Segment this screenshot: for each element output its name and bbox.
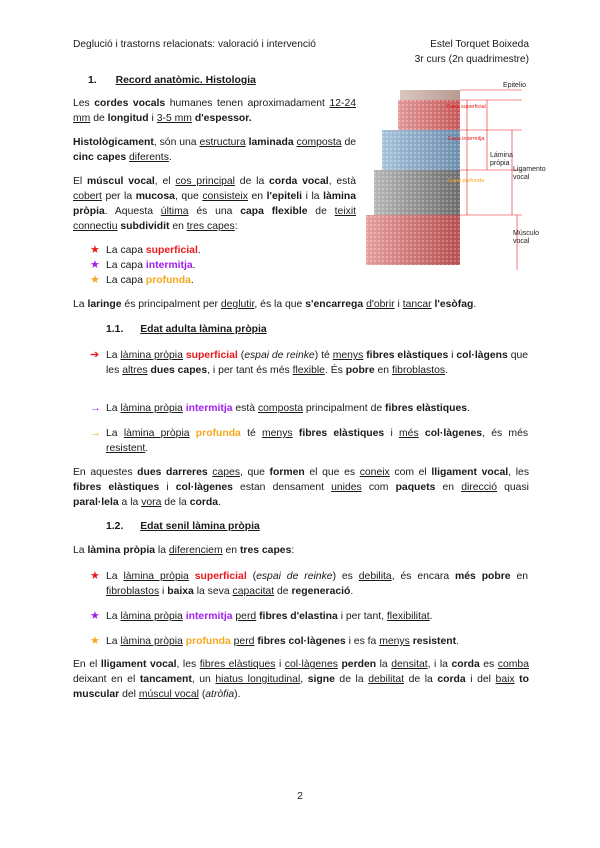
adult-item-superficial: ➔ La làmina pròpia superficial (espai de reinke) té menys fibres elàstiques i col·làgens que les altres dues capes, i per tant és més flexible. És pobre en fibroblastos.	[90, 349, 529, 376]
paragraph-histology: Histològicament, són una estructura laminada composta de cinc capes diferents.	[73, 137, 357, 163]
label-capa-intermitja: Capa intermitja	[447, 136, 485, 142]
paragraph-atrophy: En el lligament vocal, les fibres elàstiques i col·làgenes perden la densitat, i la corda es comba deixant en el tancament, un hiatus longitudinal, signe de la debilitat de la corda i del baix to muscular del múscul vocal (atròfia).	[73, 659, 529, 700]
adult-item-deep: → La làmina pròpia profunda té menys fibres elàstiques i més col·làgenes, és més resistent.	[90, 427, 529, 454]
section-1-2-heading	[106, 519, 260, 534]
label-ligamento-vocal: Ligamento vocal	[513, 166, 546, 181]
paragraph-senile-intro: La làmina pròpia la diferenciem en tres capes:	[73, 545, 295, 556]
star-icon: ★	[90, 610, 100, 622]
section-title: Record anatòmic. Histologia	[115, 75, 256, 86]
senile-item-deep: ★ La làmina pròpia profunda perd fibres col·làgenes i es fa menys resistent.	[90, 635, 459, 647]
paragraph-larynx: La laringe és principalment per deglutir, és la que s'encarrega d'obrir i tancar l'esòfag.	[73, 299, 477, 310]
layers-list	[90, 243, 340, 288]
arrow-icon: →	[90, 402, 101, 414]
star-icon: ★	[90, 274, 100, 286]
label-lamina-propia: Lámina própia	[490, 152, 513, 167]
star-icon: ★	[90, 635, 100, 647]
star-icon: ★	[90, 259, 100, 271]
arrow-icon: →	[90, 427, 101, 439]
header-course: 3r curs (2n quadrimestre)	[414, 54, 529, 65]
page-number: 2	[297, 791, 303, 802]
section-number: 1.2.	[106, 521, 124, 532]
list-item: ★ La capa profunda.	[90, 274, 194, 286]
label-epitelio: Epitelio	[503, 82, 526, 89]
adult-item-intermediate: → La làmina pròpia intermitja està composta principalment de fibres elàstiques.	[90, 402, 470, 414]
header-title: Deglució i trastorns relacionats: valoració i intervenció	[73, 39, 316, 50]
vocal-fold-diagram	[362, 80, 546, 280]
epithelium-layer	[400, 90, 460, 100]
arrow-icon: ➔	[90, 349, 100, 361]
list-item: ★ La capa intermitja.	[90, 259, 196, 271]
star-icon: ★	[90, 570, 100, 582]
paragraph-dimensions: Les cordes vocals humanes tenen aproximadament 12-24 mm de longitud i 3-5 mm d'espessor.	[73, 98, 356, 124]
label-capa-superficial: Capa superficial	[446, 104, 486, 110]
star-icon: ★	[90, 244, 100, 256]
senile-item-superficial: ★ La làmina pròpia superficial (espai de reinke) es debilita, és encara més pobre en fibroblastos i baixa la seva capacitat de regeneració.	[90, 570, 529, 597]
senile-item-intermediate: ★ La làmina pròpia intermitja perd fibres d'elastina i per tant, flexibilitat.	[90, 610, 433, 622]
label-capa-profunda: Capa profunda	[447, 178, 485, 184]
section-1-heading	[88, 73, 256, 88]
label-musculo-vocal: Músculo vocal	[513, 230, 540, 245]
section-number: 1.	[88, 75, 97, 86]
paragraph-vocal-muscle: El múscul vocal, el cos principal de la corda vocal, està cobert per la mucosa, que consisteix en l'epiteli i la làmina pròpia. Aquesta última és una capa flexible de teixit connectiu subdividit en tres capes:	[73, 176, 357, 232]
section-title: Edat senil làmina pròpia	[140, 521, 260, 532]
header-author: Estel Torquet Boixeda	[430, 39, 529, 50]
paragraph-ligament: En aquestes dues darreres capes, que formen el que es coneix com el lligament vocal, les fibres elàstiques i col·làgenes estan densament unides com paquets en direcció quasi paral·lela a la vora de la corda.	[73, 467, 530, 508]
section-number: 1.1.	[106, 324, 124, 335]
section-title: Edat adulta làmina pròpia	[140, 324, 267, 335]
section-1-1-heading	[106, 322, 267, 337]
list-item: ★ La capa superficial.	[90, 244, 201, 256]
